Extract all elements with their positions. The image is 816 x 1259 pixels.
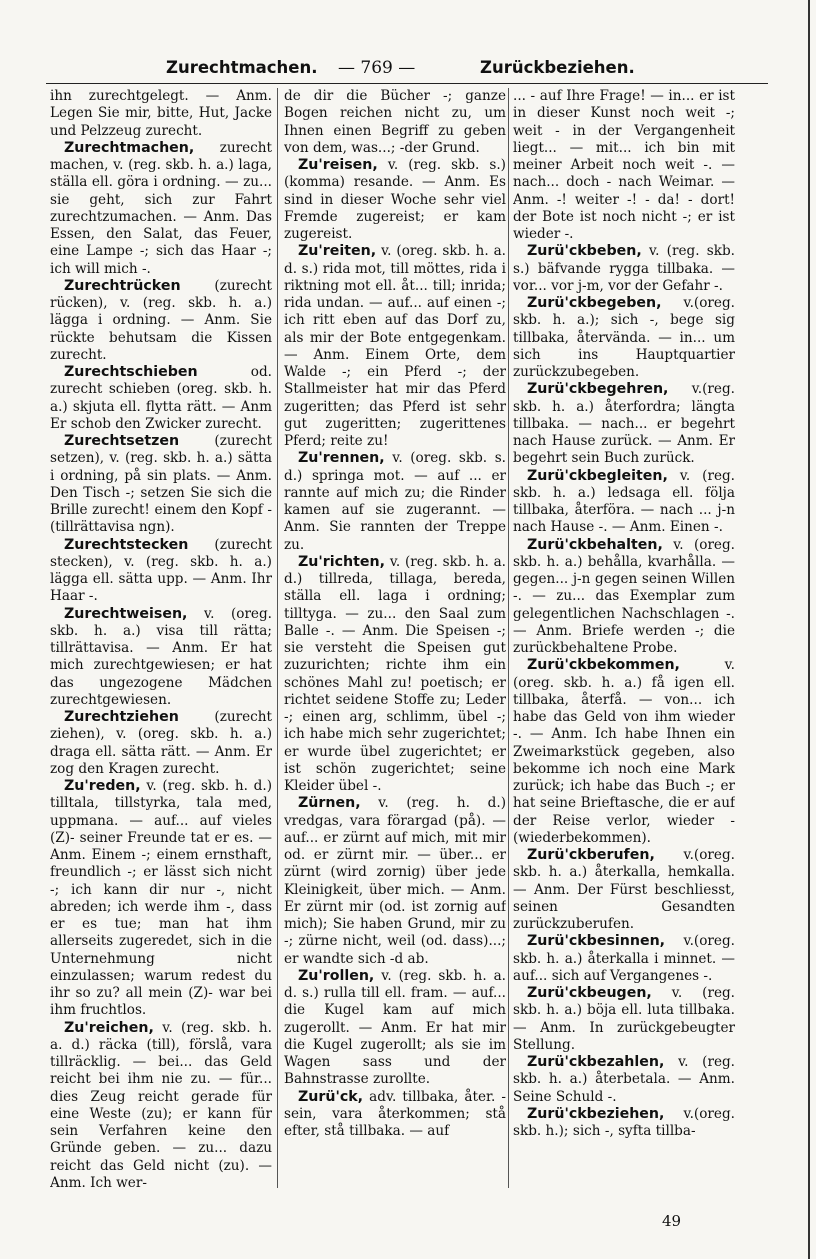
headword: Zurü'ckbegeben,: [527, 295, 662, 311]
entry-text: v. (reg. skb. h. a.) ledsaga ell. följa tillbaka, återföra. — nach ... j-n nach Hause -. — Anm. Einen -.: [513, 467, 735, 536]
dictionary-entry: [50, 88, 272, 140]
dictionary-entry: [284, 157, 506, 243]
dictionary-entry: [513, 381, 735, 467]
entry-text: v. (reg. skb. h. a. d.) räcka (till), förslå, vara tillräcklig. — bei... das Geld reicht bei ihm nie zu. — für... dies Zeug reicht gerade für eine Weste (zu); er kann für sein Verfahren keine den Gründe geben. — zu... dazu reicht das Geld nicht (zu). — Anm. Ich wer-: [50, 1019, 272, 1191]
headword: Zurechtrücken: [64, 277, 181, 294]
entry-text: adv. tillbaka, åter. - sein, vara återkommen; stå efter, stå tillbaka. — auf: [284, 1088, 506, 1139]
entry-text: v. (oreg. skb. h. a.) behålla, kvarhålla. — gegen... j-n gegen seinen Willen -. — zu... das Exemplar zum gelegentlichen Nachschlagen -. — Anm. Briefe werden -; die zurückbehaltene Probe.: [513, 536, 735, 656]
dictionary-entry: [513, 847, 735, 933]
headword: Zurü'ckbegleiten,: [527, 467, 668, 484]
entry-text: v.(oreg. skb. h. a.); sich -, bege sig tillbaka, återvända. — in... um sich ins Hauptquartier zurückzubegeben.: [513, 295, 735, 380]
dictionary-entry: [284, 795, 506, 968]
page-number: — 769 —: [338, 58, 416, 78]
dictionary-entry: [513, 985, 735, 1054]
dictionary-entry: [284, 554, 506, 796]
dictionary-entry: [284, 88, 506, 157]
dictionary-entry: [513, 468, 735, 537]
headword: Zu'richten,: [298, 553, 385, 570]
dictionary-entry: [50, 433, 272, 537]
entry-text: v. (oreg. skb. h. a.) visa till rätta; tillrättavisa. — Anm. Er hat mich zurechtgewiesen; er hat das ungezogene Mädchen zurechtgewiesen.: [50, 605, 272, 708]
dictionary-entry: [284, 450, 506, 554]
dictionary-entry: [513, 1106, 735, 1141]
column-3: [513, 88, 735, 1213]
running-header: [150, 58, 750, 86]
entry-text: (zurecht ziehen), v. (oreg. skb. h. a.) draga ell. sätta rätt. — Anm. Er zog den Kragen zurecht.: [50, 709, 272, 777]
headword: Zu'reisen,: [298, 157, 378, 173]
entry-text: v. (oreg. skb. h. a. d. s.) rida mot, till möttes, rida i riktning mot ell. åt... till; inrida; rida undan. — auf... auf einen -; ich ritt eben auf das Dorf zu, als mir der Bote entgegenkam. — Anm. Einem Orte, dem Walde -; ein Pferd -; der Stallmeister hat mir das Pferd zugeritten; das Pferd ist sehr gut zugeritten; zugerittenes Pferd; reite zu!: [284, 243, 506, 449]
headword: Zu'reichen,: [64, 1019, 154, 1036]
dictionary-entry: [50, 278, 272, 364]
headword: Zurü'ckbekommen,: [527, 657, 680, 674]
headword: Zurechtziehen: [64, 709, 179, 725]
entry-text: zurecht machen, v. (reg. skb. h. a.) laga, ställa ell. göra i ordning. — zu... sie geht, sich zur Fahrt zurechtzumachen. — Anm. Das Essen, den Salat, das Feuer, eine Lampe -; sich das Haar -; ich will mich -.: [50, 139, 272, 277]
headword: Zurü'ckbeziehen,: [527, 1105, 665, 1122]
entry-text: v. (reg. h. d.) vredgas, vara förargad (på). — auf... er zürnt auf mich, mit mir od. er zürnt mir. — über... er zürnt (wird zornig) über jede Kleinigkeit, über mich. — Anm. Er zürnt mir (od. ist zornig auf mich); Sie haben Grund, mir zu -; zürne nicht, weil (od. dass)...; er wandte sich -d ab.: [284, 795, 506, 967]
headword: Zurechtstecken: [64, 536, 189, 553]
headword: Zu'reden,: [64, 778, 141, 794]
page-edge: [808, 0, 810, 1259]
dictionary-entry: [50, 140, 272, 278]
entry-text: ihn zurechtgelegt. — Anm. Legen Sie mir, bitte, Hut, Jacke und Pelzzeug zurecht.: [50, 88, 272, 139]
dictionary-entry: [513, 1054, 735, 1106]
dictionary-entry: [284, 243, 506, 450]
dictionary-entry: [513, 243, 735, 295]
entry-text: de dir die Bücher -; ganze Bogen reichen nicht zu, um Ihnen einen Begriff zu geben von dem, was...; -der Grund.: [284, 88, 506, 156]
column-divider: [508, 88, 509, 1188]
dictionary-entry: [513, 933, 735, 985]
headword: Zurechtweisen,: [64, 605, 188, 622]
headword: Zurechtmachen,: [64, 139, 195, 156]
header-first-word: Zurechtmachen.: [166, 58, 318, 77]
column-1: [50, 88, 272, 1213]
dictionary-entry: [50, 606, 272, 710]
entry-text: v. (reg. skb. h. a. d.) tillreda, tillaga, bereda, ställa ell. laga i ordning; tilltyga. — zu... den Saal zum Balle -. — Anm. Die Speisen -; sie versteht die Speisen gut zuzurichten; richte ihm ein schönes Mahl zu! poetisch; er richtet seidene Stoffe zu; Leder -; einen arg, schlimm, übel -; ich habe mich sehr zugerichtet; er wurde übel zugerichtet; er ist schön zugerichtet; seine Kleider übel -.: [284, 553, 506, 794]
column-2: [284, 88, 506, 1213]
dictionary-entry: [50, 709, 272, 778]
headword: Zurü'ckbeugen,: [527, 985, 652, 1001]
entry-text: (zurecht rücken), v. (reg. skb. h. a.) lägga i ordning. — Anm. Sie rückte behutsam die Kissen zurecht.: [50, 277, 272, 363]
dictionary-entry: [513, 657, 735, 847]
headword: Zurü'ckbesinnen,: [527, 933, 666, 950]
headword: Zurü'ckberufen,: [527, 847, 655, 863]
dictionary-entry: [50, 364, 272, 433]
dictionary-entry: [284, 968, 506, 1089]
entry-text: v.(oreg. skb. h. a.) återkalla i minnet. — auf... sich auf Vergangenes -.: [513, 933, 735, 984]
headword: Zu'rennen,: [298, 450, 385, 467]
entry-text: v.(oreg. skb. h. a.) återkalla, hemkalla. — Anm. Der Fürst beschliesst, seinen Gesandten zurückzuberufen.: [513, 847, 735, 932]
dictionary-entry: [513, 295, 735, 381]
headword: Zürnen,: [298, 795, 361, 812]
column-divider: [277, 88, 278, 1188]
headword: Zurü'ck,: [298, 1088, 364, 1105]
entry-text: v. (reg. skb. s.) bäfvande rygga tillbaka. — vor... vor j-m, vor der Gefahr -.: [513, 243, 735, 294]
entry-text: v. (reg. skb. h. a.) böja ell. luta tillbaka. — Anm. In zurückgebeugter Stellung.: [513, 985, 735, 1053]
entry-text: (zurecht stecken), v. (reg. skb. h. a.) lägga ell. sätta upp. — Anm. Ihr Haar -.: [50, 536, 272, 605]
entry-text: v. (oreg. skb. s. d.) springa mot. — auf ... er rannte auf mich zu; die Rinder kamen auf sie zugerannt. — Anm. Sie rannten der Treppe zu.: [284, 450, 506, 553]
entry-text: v. (oreg. skb. h. a.) få igen ell. tillbaka, återfå. — von... ich habe das Geld von ihm wieder -. — Anm. Ich habe Ihnen ein Zweimarkstück gegeben, also bekomme ich noch eine Mark zurück; ich habe das Buch -; er hat seine Brieftasche, die er auf der Reise verlor, wieder - (wiederbekommen).: [513, 657, 735, 846]
headword: Zurechtsetzen: [64, 433, 180, 449]
entry-text: v.(oreg. skb. h.); sich -, syfta tillba-: [513, 1105, 735, 1139]
entry-text: v. (reg. skb. s.) (komma) resande. — Anm. Es sind in dieser Woche sehr viel Fremde zugereist; er kam zugereist.: [284, 157, 506, 242]
headword: Zurechtschieben: [64, 364, 198, 380]
entry-text: od. zurecht schieben (oreg. skb. h. a.) skjuta ell. flytta rätt. — Anm Er schob den Zwicker zurecht.: [50, 364, 272, 432]
entry-text: v. (reg. skb. h. d.) tilltala, tillstyrka, tala med, uppmana. — auf... auf vieles (Z)- seiner Freunde tat er es. — Anm. Einem -; einem ernsthaft, freundlich -; er lässt sich nicht -; ich kann dir nur -, nicht abreden; ich werde ihm -, dass er es tue; man hat ihm allerseits zugeredet, sich in die Unternehmung nicht einzulassen; warum redest du ihr so zu? all mein (Z)- war bei ihm fruchtlos.: [50, 778, 272, 1019]
header-last-word: Zurückbeziehen.: [480, 58, 635, 77]
entry-text: v. (reg. skb. h. a.) återbetala. — Anm. Seine Schuld -.: [513, 1054, 735, 1105]
dictionary-entry: [50, 537, 272, 606]
entry-text: (zurecht setzen), v. (reg. skb. h. a.) sätta i ordning, på sin plats. — Anm. Den Tisch -; setzen Sie sich die Brille zurecht! einem den Kopf - (tillrättavisa ngn).: [50, 433, 272, 536]
dictionary-entry: [513, 88, 735, 243]
dictionary-entry: [284, 1089, 506, 1141]
entry-text: ... - auf Ihre Frage! — in... er ist in dieser Kunst noch weit -; weit - in der Vergangenheit liegt... — mit... ich bin mit meiner Arbeit noch weit -. — nach... doch - nach Weimar. — Anm. -! weiter -! - da! - dort! der Bote ist noch nicht -; er ist wieder -.: [513, 88, 735, 242]
dictionary-entry: [513, 537, 735, 658]
signature-number: 49: [662, 1212, 682, 1230]
dictionary-entry: [50, 1020, 272, 1193]
headword: Zurü'ckbegehren,: [527, 381, 669, 398]
headword: Zurü'ckbezahlen,: [527, 1054, 665, 1070]
entry-text: v. (reg. skb. h. a. d. s.) rulla till ell. fram. — auf... die Kugel kam auf mich zugerollt. — Anm. Er hat mir die Kugel zugerollt; als sie im Wagen sass und der Bahnstrasse zurollte.: [284, 967, 506, 1088]
headword: Zu'rollen,: [298, 967, 375, 984]
headword: Zurü'ckbeben,: [527, 243, 642, 260]
dictionary-entry: [50, 778, 272, 1020]
headword: Zu'reiten,: [298, 243, 377, 260]
headword: Zurü'ckbehalten,: [527, 536, 663, 553]
header-rule: [46, 83, 768, 84]
entry-text: v.(reg. skb. h. a.) återfordra; längta tillbaka. — nach... er begehrt nach Hause zurück. — Anm. Er begehrt sein Buch zurück.: [513, 381, 735, 467]
